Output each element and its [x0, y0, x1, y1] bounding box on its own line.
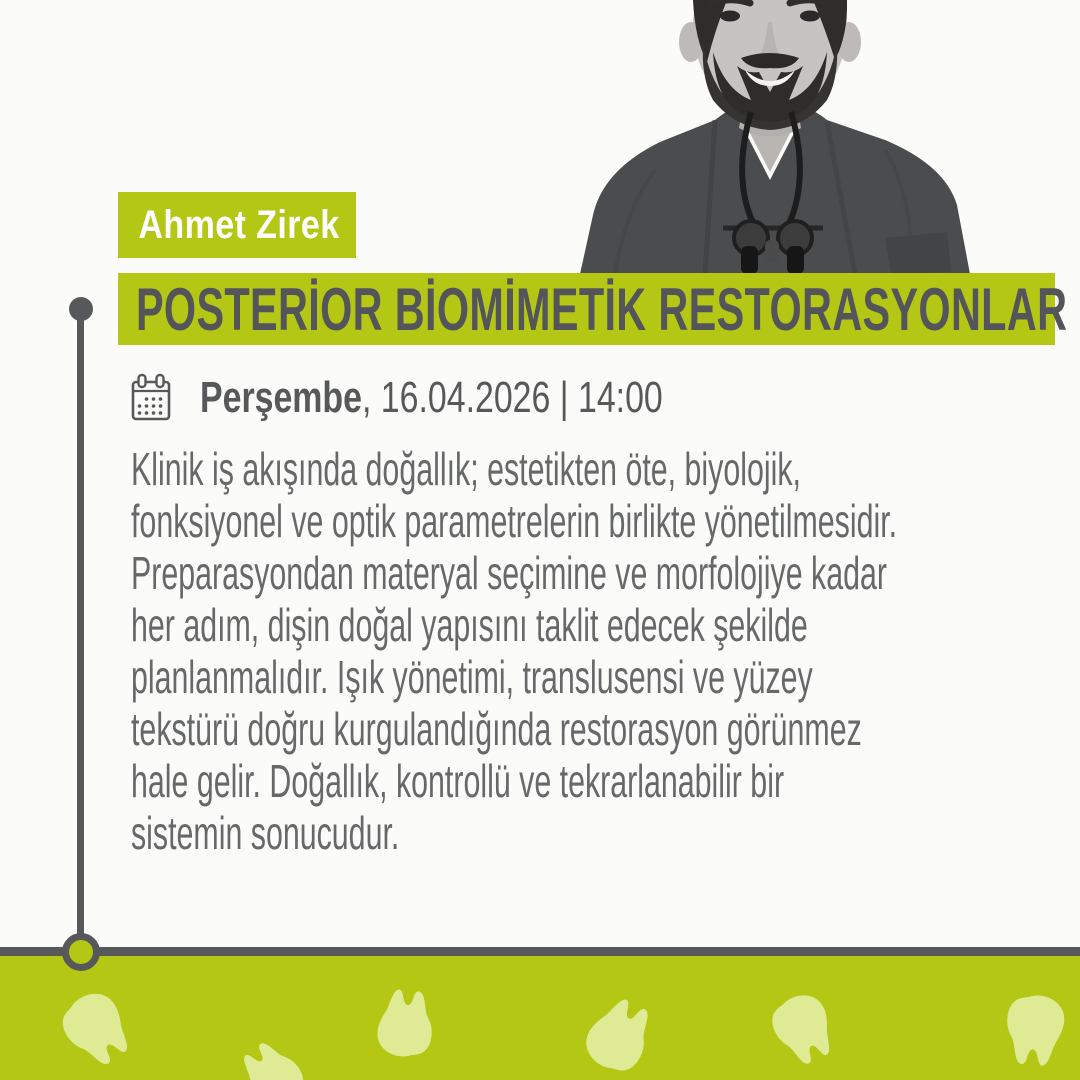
footer-band [0, 956, 1080, 1080]
tooth-icon [227, 1030, 313, 1080]
description-line: tekstürü doğru kurgulandığında restorasyon görünmez [131, 703, 862, 755]
timeline-vertical-line [77, 306, 84, 954]
description-line: hale gelir. Doğallık, kontrollü ve tekrarlanabilir bir [131, 755, 785, 807]
event-description [131, 443, 1080, 859]
tooth-icon [1002, 994, 1068, 1070]
description-line: Klinik iş akışında doğallık; estetikten öte, biyolojik, [131, 443, 801, 495]
event-datetime [200, 373, 663, 423]
event-title: POSTERİOR BİOMİMETİK RESTORASYONLAR [135, 275, 1068, 343]
tooth-icon [51, 982, 146, 1079]
description-line: her adım, dişin doğal yapısını taklit edecek şekilde [131, 599, 808, 651]
timeline-horizontal-line [0, 947, 1080, 956]
speaker-name: Ahmet Zirek [138, 202, 340, 247]
event-datetime-row [130, 372, 801, 424]
title-banner [118, 273, 1068, 345]
description-line: fonksiyonel ve optik parametrelerin birlikte yönetilmesidir. [131, 495, 898, 547]
speaker-photo-illustration [555, 0, 1045, 274]
description-line: Preparasyondan materyal seçimine ve morfolojiye kadar [131, 547, 887, 599]
calendar-icon [130, 373, 172, 423]
description-line: planlanmalıdır. Işık yönetimi, translusensi ve yüzey [131, 651, 813, 703]
timeline-ring-bottom [62, 933, 100, 971]
tooth-icon [373, 985, 437, 1058]
tooth-icon [575, 987, 663, 1080]
speaker-name-tag [118, 192, 356, 258]
speaker-photo [555, 0, 1045, 274]
event-day: Perşembe [200, 373, 362, 422]
tooth-icon [762, 985, 848, 1075]
event-date-time: , 16.04.2026 | 14:00 [361, 373, 663, 422]
description-line: sistemin sonucudur. [131, 807, 400, 859]
